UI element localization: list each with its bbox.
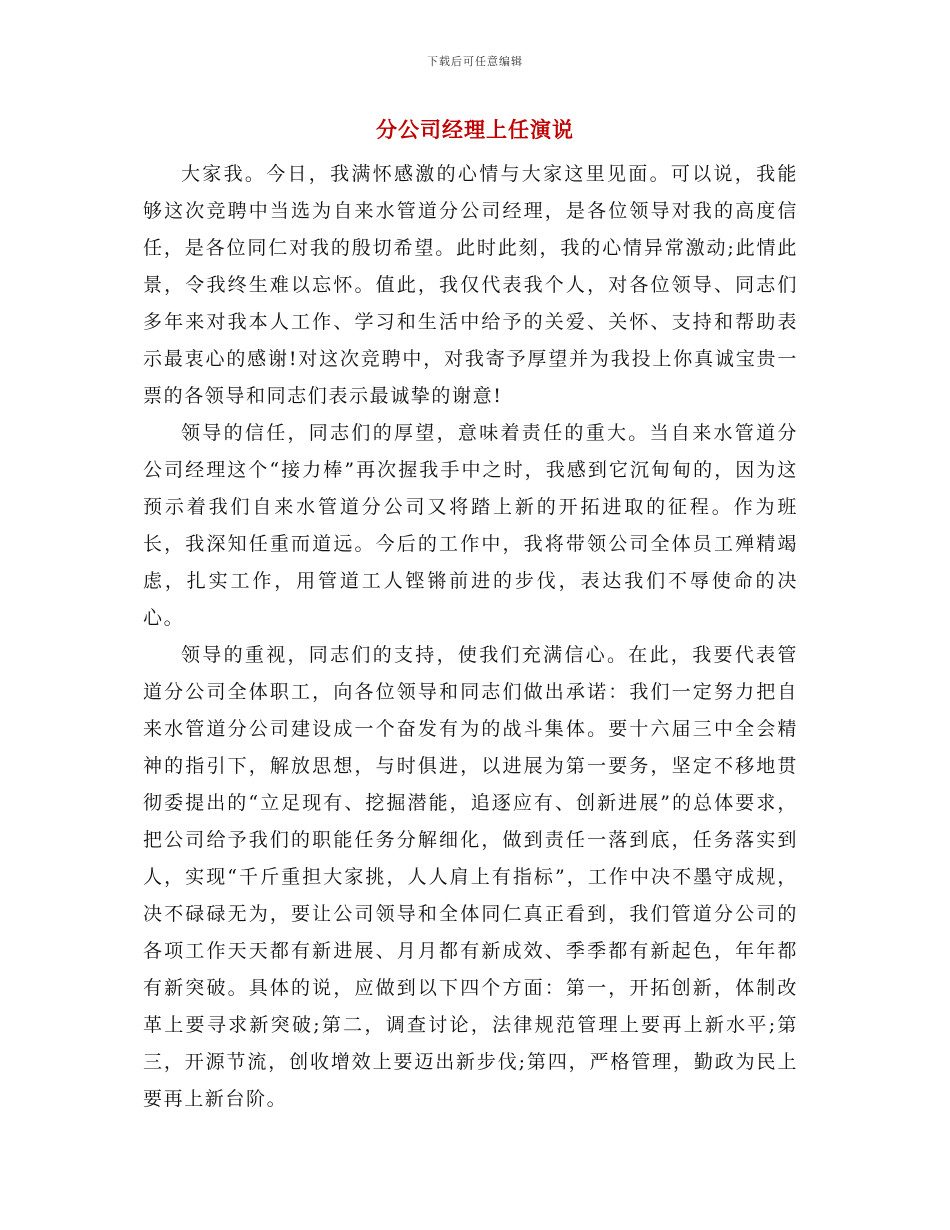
paragraph-2: 领导的信任，同志们的厚望，意味着责任的重大。当自来水管道分公司经理这个“接力棒”再次握我手中之时，我感到它沉甸甸的，因为这预示着我们自来水管道分公司又将踏上新的开拓进取的征程。作为班长，我深知任重而道远。今后的工作中，我将带领公司全体员工殚精竭虑，扎实工作，用管道工人铿锵前进的步伐，表达我们不辱使命的决心。 [143,422,798,629]
paragraph-1: 大家我。今日，我满怀感激的心情与大家这里见面。可以说，我能够这次竞聘中当选为自来水管道分公司经理，是各位领导对我的高度信任，是各位同仁对我的殷切希望。此时此刻，我的心情异常激动;此情此景，令我终生难以忘怀。值此，我仅代表我个人，对各位领导、同志们多年来对我本人工作、学习和生活中给予的关爱、关怀、支持和帮助表示最衷心的感谢!对这次竞聘中，对我寄予厚望并为我投上你真诚宝贵一票的各领导和同志们表示最诚挚的谢意! [143,163,798,407]
document-body [143,156,798,1118]
document-title: 分公司经理上任演说 [376,118,574,142]
header-note: 下载后可任意编辑 [427,55,523,68]
paragraph-3: 领导的重视，同志们的支持，使我们充满信心。在此，我要代表管道分公司全体职工，向各位领导和同志们做出承诺：我们一定努力把自来水管道分公司建设成一个奋发有为的战斗集体。要十六届三中全会精神的指引下，解放思想，与时俱进，以进展为第一要务，坚定不移地贯彻委提出的“立足现有、挖掘潜能，追逐应有、创新进展”的总体要求，把公司给予我们的职能任务分解细化，做到责任一落到底，任务落实到人，实现“千斤重担大家挑，人人肩上有指标”，工作中决不墨守成规，决不碌碌无为，要让公司领导和全体同仁真正看到，我们管道分公司的各项工作天天都有新进展、月月都有新成效、季季都有新起色，年年都有新突破。具体的说，应做到以下四个方面：第一，开拓创新，体制改革上要寻求新突破;第二，调查讨论，法律规范管理上要再上新水平;第三，开源节流，创收增效上要迈出新步伐;第四，严格管理，勤政为民上要再上新台阶。 [143,644,798,1110]
